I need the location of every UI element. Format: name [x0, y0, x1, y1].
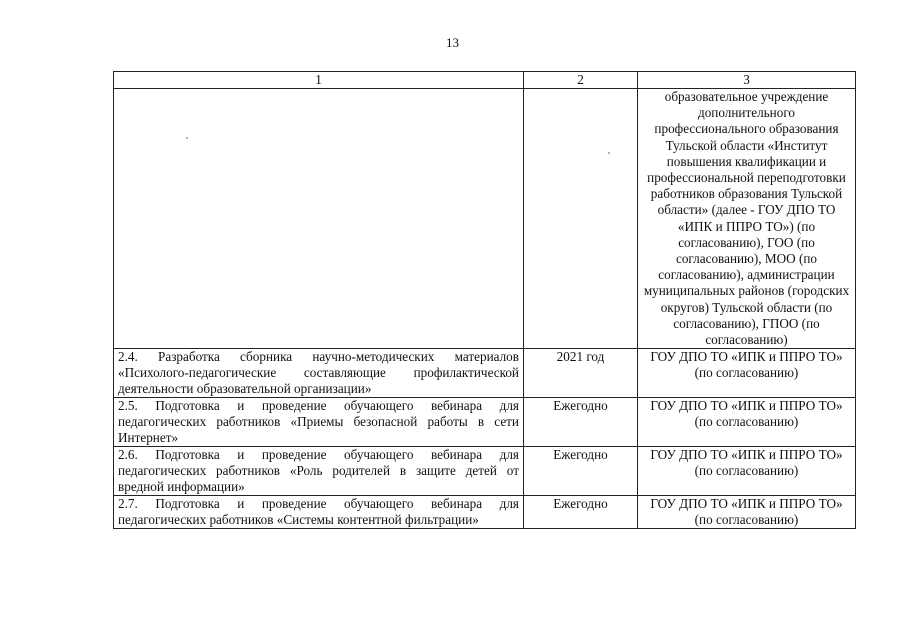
table-row: [114, 496, 856, 529]
scan-speck: [608, 152, 610, 154]
measures-table: [113, 71, 856, 529]
column-header-1: 1: [114, 72, 524, 89]
term-cell: Ежегодно: [524, 496, 638, 529]
column-header-2: 2: [524, 72, 638, 89]
responsible-cell: ГОУ ДПО ТО «ИПК и ППРО ТО» (по согласованию): [638, 398, 856, 447]
header-row: [114, 72, 856, 89]
description-cell: 2.5. Подготовка и проведение обучающего вебинара для педагогических работников «Приемы безопасной работы в сети Интернет»: [114, 398, 524, 447]
responsible-cell: ГОУ ДПО ТО «ИПК и ППРО ТО» (по согласованию): [638, 496, 856, 529]
page-number: 13: [446, 35, 459, 50]
table-row: [114, 349, 856, 398]
table-row: [114, 398, 856, 447]
description-cell: 2.4. Разработка сборника научно-методических материалов «Психолого-педагогические составляющие профилактической деятельности образовательной организации»: [114, 349, 524, 398]
term-cell: Ежегодно: [524, 447, 638, 496]
responsible-cell: ГОУ ДПО ТО «ИПК и ППРО ТО» (по согласованию): [638, 349, 856, 398]
term-cell: 2021 год: [524, 349, 638, 398]
description-cell: 2.6. Подготовка и проведение обучающего вебинара для педагогических работников «Роль родителей в защите детей от вредной информации»: [114, 447, 524, 496]
table-row: [114, 447, 856, 496]
description-cell: 2.7. Подготовка и проведение обучающего вебинара для педагогических работников «Системы контентной фильтрации»: [114, 496, 524, 529]
term-cell: Ежегодно: [524, 398, 638, 447]
table-row-continuation: [114, 89, 856, 349]
responsible-cell: ГОУ ДПО ТО «ИПК и ППРО ТО» (по согласованию): [638, 447, 856, 496]
scan-speck: [186, 137, 188, 139]
responsible-cell: образовательное учреждение дополнительного профессионального образования Тульской области «Институт повышения квалификации и профессиональной переподготовки работников образования Тульской области» (далее - ГОУ ДПО ТО «ИПК и ППРО ТО») (по согласованию), ГОО (по согласованию), МОО (по согласованию), администрации муниципальных районов (городских округов) Тульской области (по согласованию), ГПОО (по согласованию): [638, 89, 856, 349]
term-cell: [524, 89, 638, 349]
description-cell: [114, 89, 524, 349]
column-header-3: 3: [638, 72, 856, 89]
